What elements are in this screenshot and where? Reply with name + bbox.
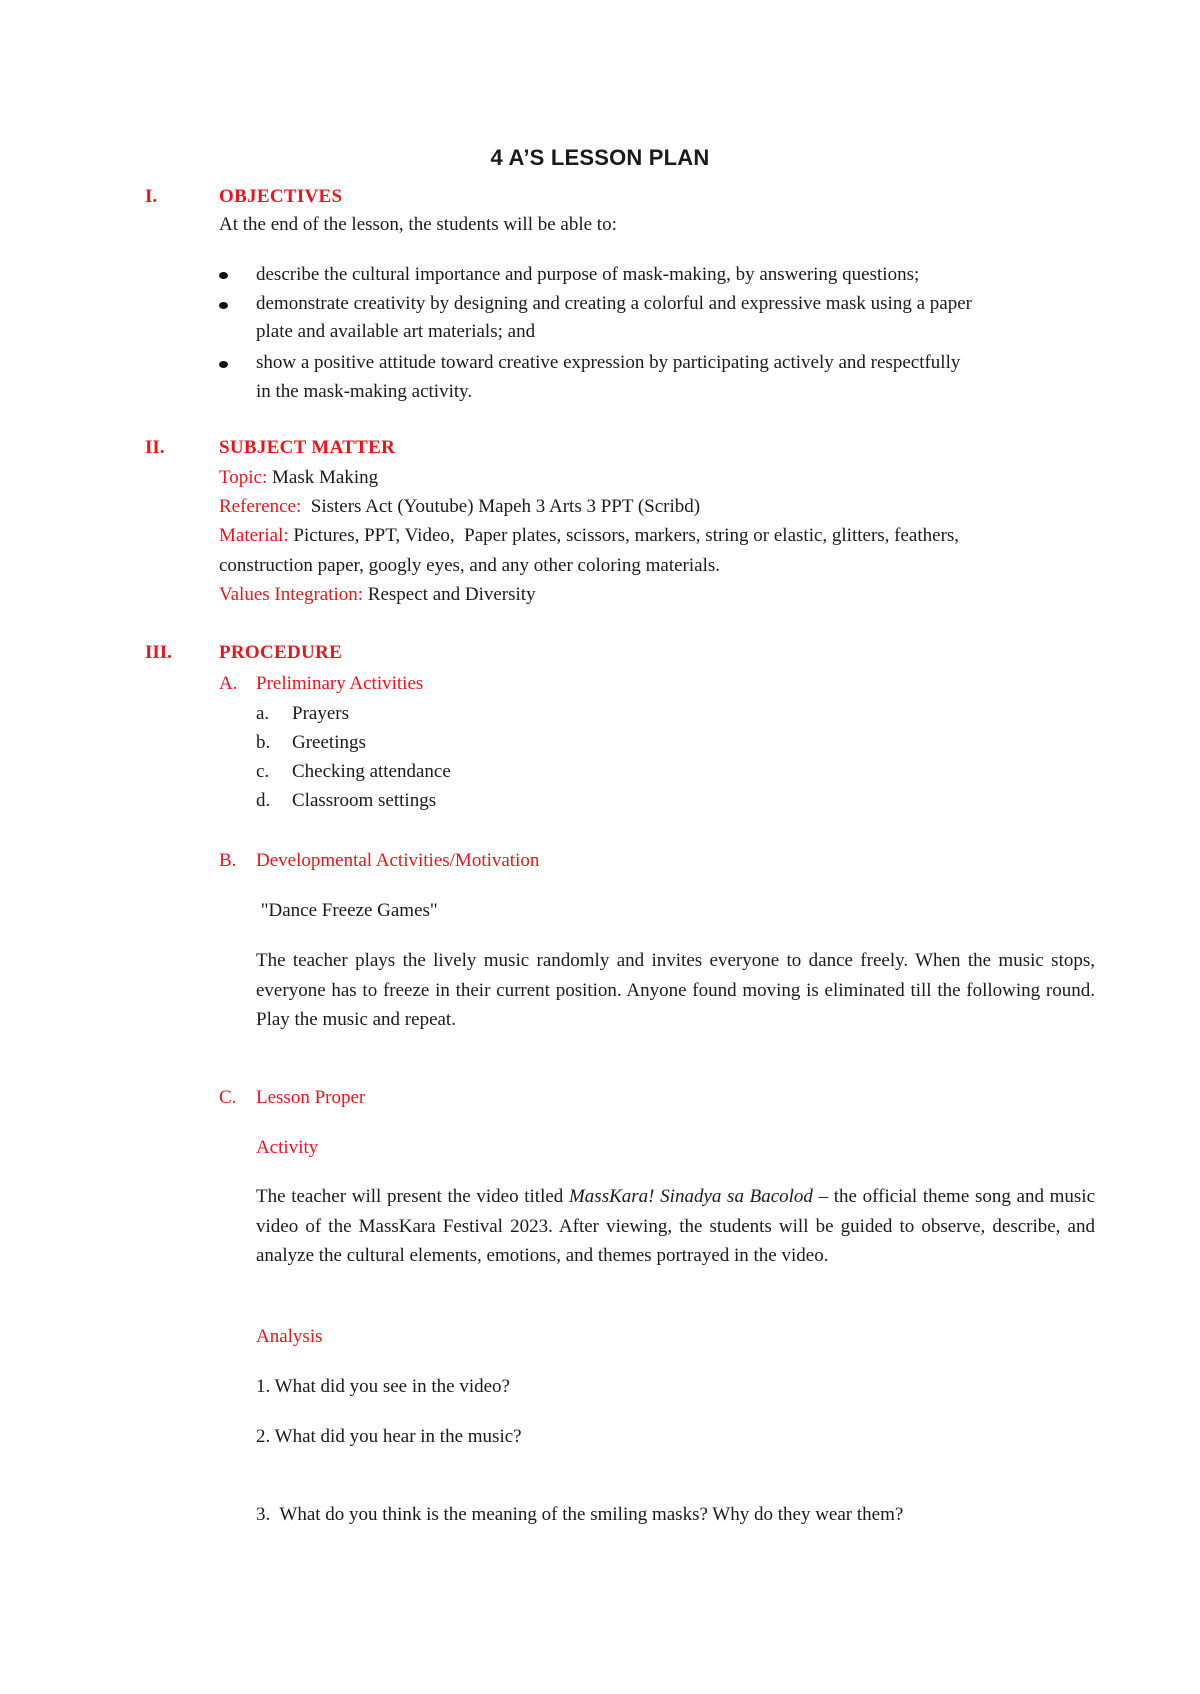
subsection-title-preliminary: Preliminary Activities xyxy=(256,673,424,694)
material-value: Pictures, PPT, Video, Paper plates, scissors, markers, string or elastic, glitters, feathers, xyxy=(288,525,960,546)
topic-label: Topic: xyxy=(219,467,268,488)
bullet-icon xyxy=(219,302,228,309)
section-numeral-procedure: III. xyxy=(145,642,172,663)
values-line xyxy=(219,583,536,607)
section-numeral-objectives: I. xyxy=(145,186,158,207)
game-description: The teacher plays the lively music randomly and invites everyone to dance freely. When the music stops, everyone has to freeze in their current position. Anyone found moving is eliminated till the following round. Play the music and repeat. xyxy=(256,950,1095,1030)
list-item: Greetings xyxy=(292,732,366,753)
bullet-icon xyxy=(219,361,228,368)
subsection-title-lesson-proper: Lesson Proper xyxy=(256,1087,366,1108)
reference-line xyxy=(219,495,700,519)
analysis-question: 2. What did you hear in the music? xyxy=(256,1426,522,1447)
subsection-letter-c: C. xyxy=(219,1087,237,1108)
list-item: Classroom settings xyxy=(292,790,437,811)
activity-text-post: – the official theme song and music video of the MassKara Festival 2023. After viewing, the students will be guided to observe, describe, and analyze the cultural elements, emotions, and themes portrayed in the video. xyxy=(256,1186,1095,1266)
activity-text-pre: The teacher will present the video titled xyxy=(256,1186,569,1207)
activity-description xyxy=(256,1182,1095,1271)
objective-item: demonstrate creativity by designing and creating a colorful and expressive mask using a paper xyxy=(256,293,972,314)
bullet-icon xyxy=(219,272,228,279)
video-title: MassKara! Sinadya sa Bacolod xyxy=(568,1186,813,1207)
objective-item-continued: plate and available art materials; and xyxy=(256,321,536,342)
list-letter: d. xyxy=(256,790,271,811)
list-letter: c. xyxy=(256,761,270,782)
topic-line xyxy=(219,466,378,490)
list-letter: a. xyxy=(256,703,270,724)
subsection-title-developmental: Developmental Activities/Motivation xyxy=(256,850,540,871)
section-heading-subject-matter: SUBJECT MATTER xyxy=(219,437,396,458)
material-line-continued: construction paper, googly eyes, and any other coloring materials. xyxy=(219,555,721,576)
reference-value: Sisters Act (Youtube) Mapeh 3 Arts 3 PPT (Scribd) xyxy=(301,496,701,517)
objective-item: describe the cultural importance and purpose of mask-making, by answering questions; xyxy=(256,264,920,285)
list-letter: b. xyxy=(256,732,271,753)
objectives-intro: At the end of the lesson, the students will be able to: xyxy=(219,214,617,235)
values-label: Values Integration: xyxy=(219,584,364,605)
analysis-heading: Analysis xyxy=(256,1326,323,1347)
objective-item: show a positive attitude toward creative expression by participating actively and respectfully xyxy=(256,352,961,373)
subsection-letter-b: B. xyxy=(219,850,237,871)
material-line xyxy=(219,524,959,548)
subsection-letter-a: A. xyxy=(219,673,238,694)
game-title: "Dance Freeze Games" xyxy=(256,900,438,921)
analysis-question: 1. What did you see in the video? xyxy=(256,1376,510,1397)
activity-heading: Activity xyxy=(256,1137,319,1158)
list-item: Checking attendance xyxy=(292,761,451,782)
page-title: 4 A’S LESSON PLAN xyxy=(490,145,710,170)
section-numeral-subject-matter: II. xyxy=(145,437,165,458)
section-heading-procedure: PROCEDURE xyxy=(219,642,343,663)
analysis-question: 3. What do you think is the meaning of the smiling masks? Why do they wear them? xyxy=(256,1504,904,1525)
topic-value: Mask Making xyxy=(267,467,379,488)
material-label: Material: xyxy=(219,525,289,546)
list-item: Prayers xyxy=(292,703,349,724)
reference-label: Reference: xyxy=(219,496,302,517)
values-value: Respect and Diversity xyxy=(363,584,536,605)
objective-item-continued: in the mask-making activity. xyxy=(256,381,473,402)
section-heading-objectives: OBJECTIVES xyxy=(219,186,343,207)
